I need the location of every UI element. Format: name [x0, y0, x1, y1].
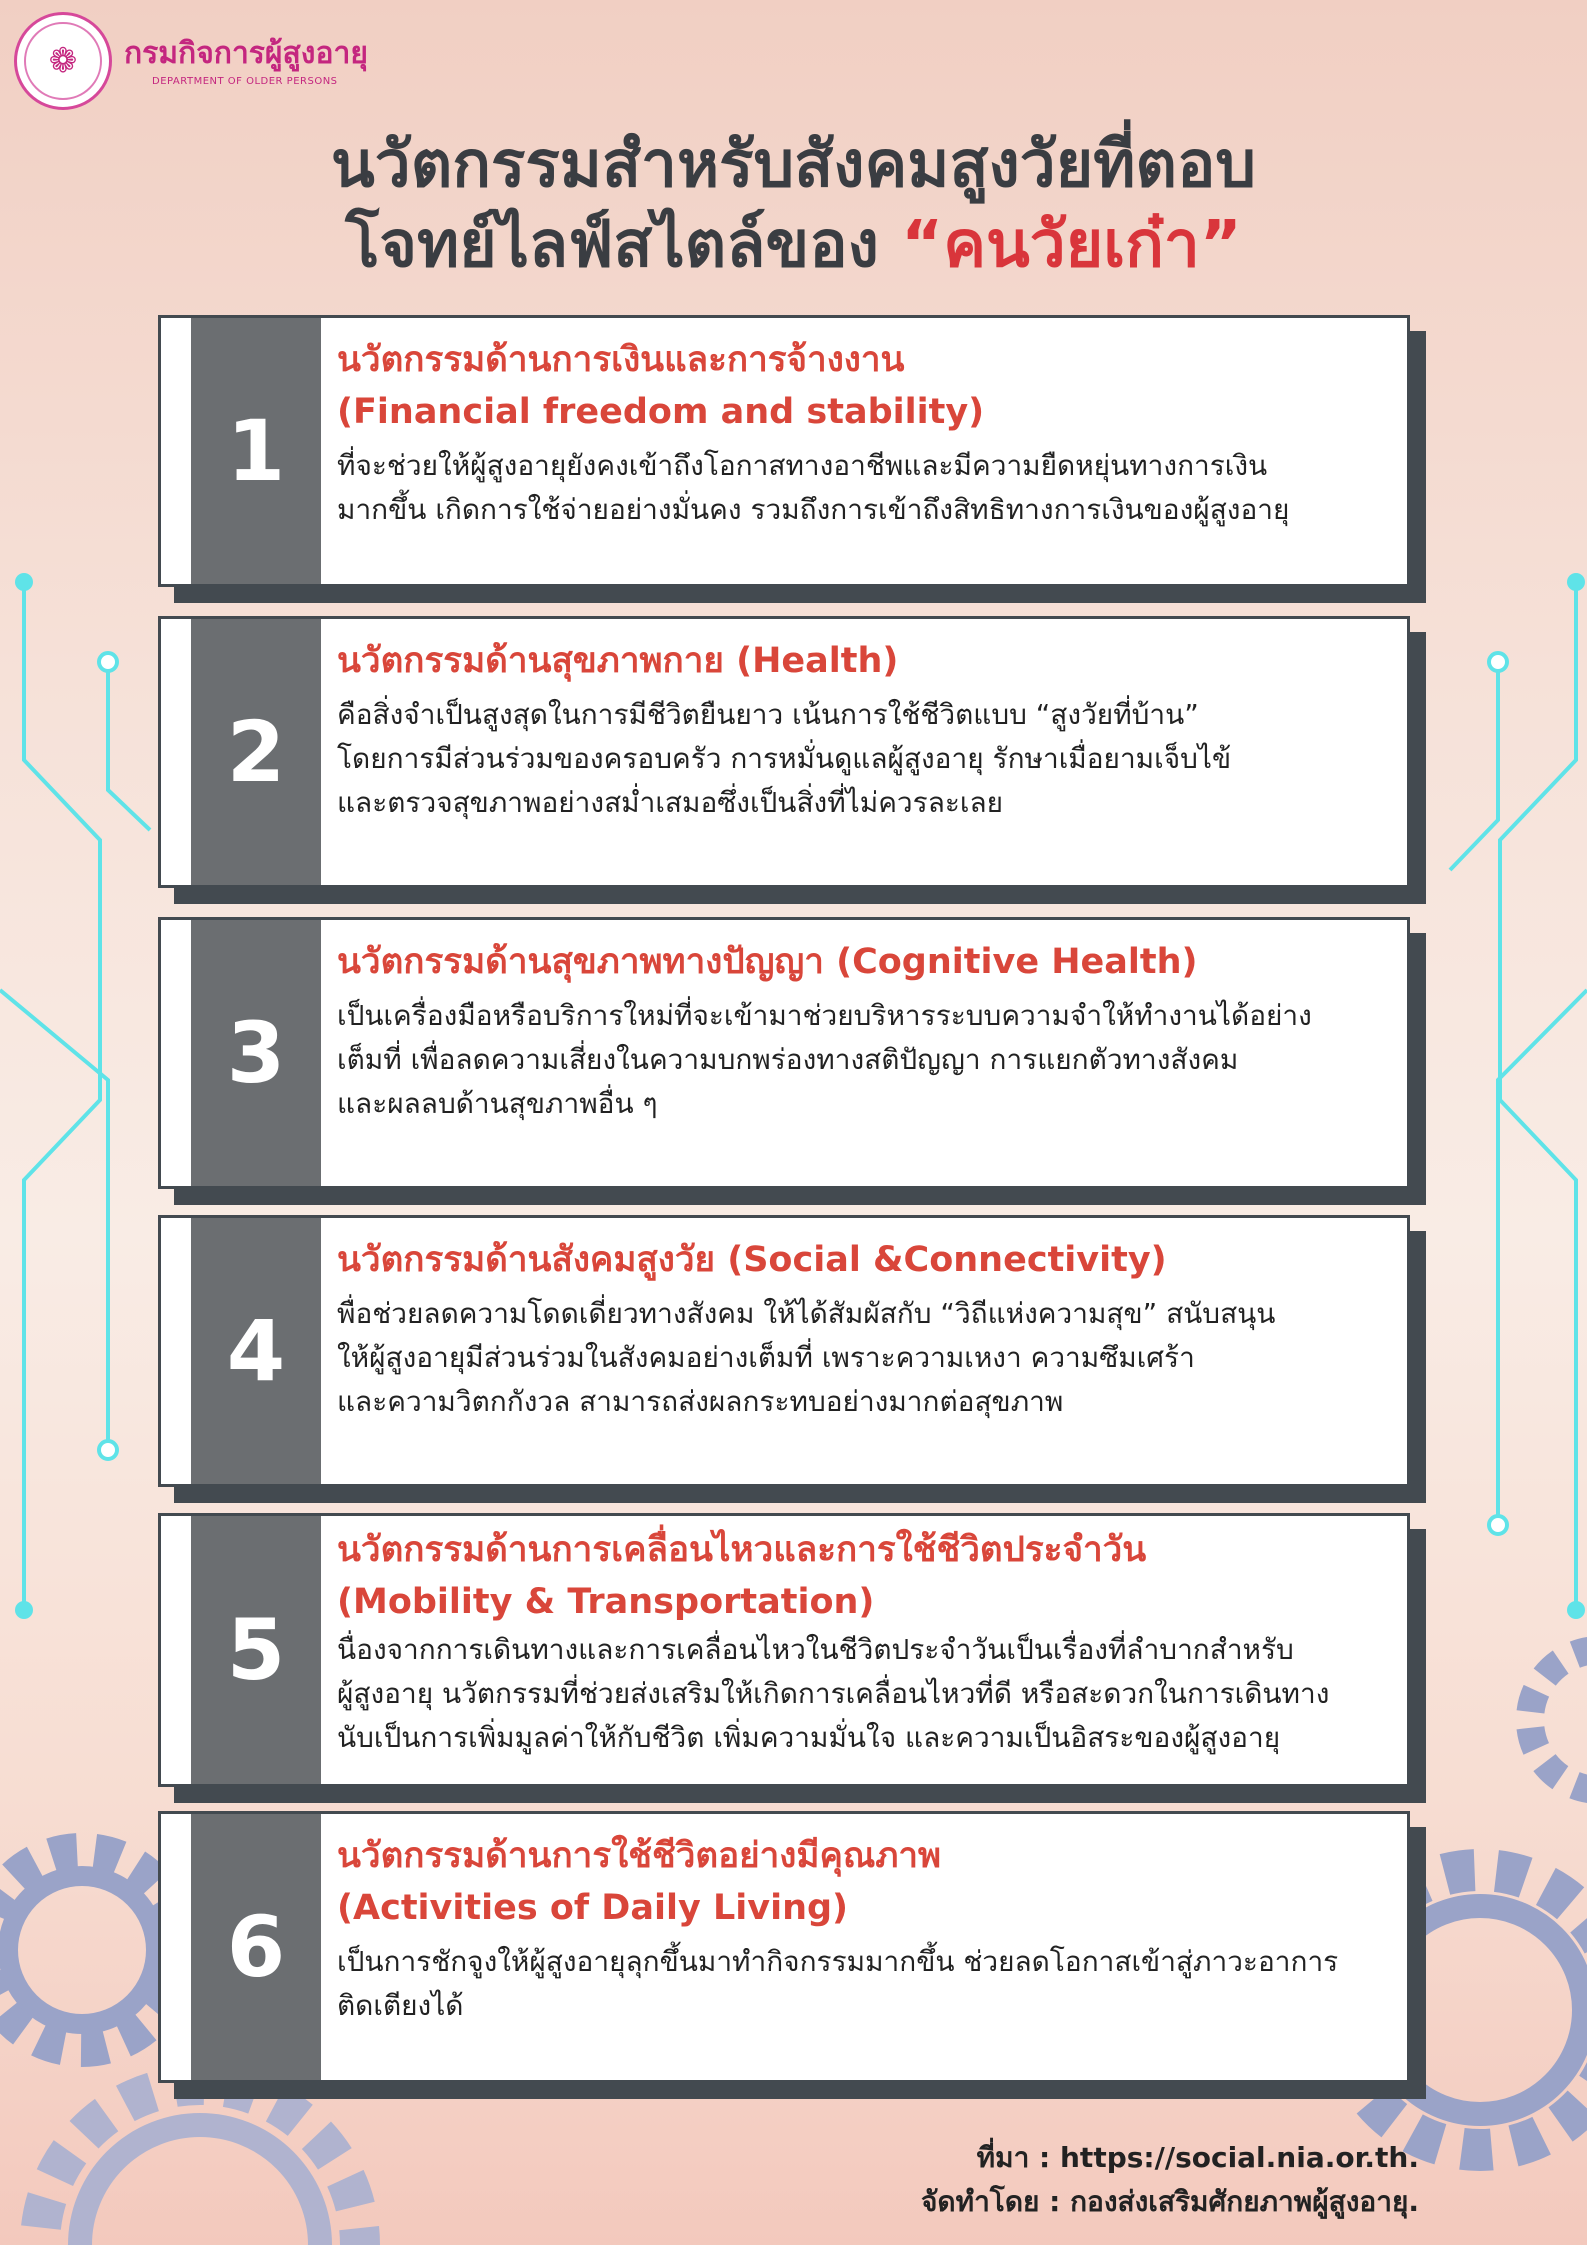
card-title: นวัตกรรมด้านสุขภาพกาย (Health): [337, 641, 899, 681]
card-number: 3: [191, 920, 321, 1186]
card-content: [337, 1830, 1393, 2028]
desc-line: เป็นเครื่องมือหรือบริการใหม่ที่จะเข้ามาช่วยบริหารระบบความจำให้ทำงานได้อย่าง: [337, 999, 1312, 1032]
innovation-card-4: [158, 1215, 1410, 1487]
innovation-card-3: [158, 917, 1410, 1189]
card-number: 4: [191, 1218, 321, 1484]
card-number: 6: [191, 1814, 321, 2080]
desc-line: ให้ผู้สูงอายุมีส่วนร่วมในสังคมอย่างเต็มที่ เพราะความเหงา ความซึมเศร้า: [337, 1341, 1195, 1374]
card-description: [337, 1292, 1393, 1424]
card-description: [337, 1940, 1393, 2028]
desc-line: พื่อช่วยลดความโดดเดี่ยวทางสังคม ให้ได้สัมผัสกับ “วิถีแห่งความสุข” สนับสนุน: [337, 1297, 1276, 1330]
circuit-lines-left: [0, 582, 150, 1610]
logo-emblem-icon: ❁: [24, 22, 102, 100]
gear-bottom-left-icon: [40, 2085, 360, 2245]
desc-line: และผลลบด้านสุขภาพอื่น ๆ: [337, 1087, 658, 1120]
desc-line: เป็นการชักจูงให้ผู้สูงอายุลุกขึ้นมาทำกิจกรรมมากขึ้น ช่วยลดโอกาสเข้าสู่ภาวะอาการ: [337, 1945, 1339, 1978]
card-description: [337, 994, 1393, 1126]
card-number: 5: [191, 1516, 321, 1784]
desc-line: และความวิตกกังวล สามารถส่งผลกระทบอย่างมากต่อสุขภาพ: [337, 1385, 1064, 1418]
card-description: [337, 693, 1393, 825]
card-title: นวัตกรรมด้านสุขภาพทางปัญญา (Cognitive Health): [337, 942, 1198, 982]
card-subtitle: (Activities of Daily Living): [337, 1888, 849, 1928]
card-subtitle: (Mobility & Transportation): [337, 1582, 875, 1622]
desc-line: มากขึ้น เกิดการใช้จ่ายอย่างมั่นคง รวมถึงการเข้าถึงสิทธิทางการเงินของผู้สูงอายุ: [337, 493, 1290, 526]
gear-top-right-icon: [1530, 1650, 1587, 1790]
desc-line: นื่องจากการเดินทางและการเคลื่อนไหวในชีวิตประจำวันเป็นเรื่องที่ลำบากสำหรับ: [337, 1633, 1294, 1666]
card-title: นวัตกรรมด้านการเงินและการจ้างงาน: [337, 340, 905, 380]
card-number: 1: [191, 318, 321, 584]
desc-line: นับเป็นการเพิ่มมูลค่าให้กับชีวิต เพิ่มความมั่นใจ และความเป็นอิสระของผู้สูงอายุ: [337, 1721, 1281, 1754]
card-number: 2: [191, 619, 321, 885]
card-description: [337, 1628, 1393, 1760]
org-name-thai: กรมกิจการผู้สูงอายุ: [124, 36, 368, 71]
card-content: [337, 635, 1393, 825]
department-logo: [14, 12, 112, 110]
desc-line: ที่จะช่วยให้ผู้สูงอายุยังคงเข้าถึงโอกาสทางอาชีพและมีความยืดหยุ่นทางการเงิน: [337, 449, 1268, 482]
desc-line: เต็มที่ เพื่อลดความเสี่ยงในความบกพร่องทางสติปัญญา การแยกตัวทางสังคม: [337, 1043, 1239, 1076]
desc-line: ผู้สูงอายุ นวัตกรรมที่ช่วยส่งเสริมให้เกิดการเคลื่อนไหวที่ดี หรือสะดวกในการเดินทาง: [337, 1677, 1330, 1710]
card-subtitle: (Financial freedom and stability): [337, 392, 985, 432]
card-content: [337, 334, 1393, 532]
org-name-english: DEPARTMENT OF OLDER PERSONS: [152, 76, 338, 87]
prepared-by-credit: จัดทำโดย : กองส่งเสริมศักยภาพผู้สูงอายุ.: [921, 2185, 1419, 2218]
card-title: นวัตกรรมด้านการเคลื่อนไหวและการใช้ชีวิตประจำวัน: [337, 1530, 1147, 1570]
card-content: [337, 1524, 1393, 1760]
desc-line: และตรวจสุขภาพอย่างสม่ำเสมอซึ่งเป็นสิ่งที่ไม่ควรละเลย: [337, 786, 1004, 819]
title-prefix: โจทย์ไลฟ์สไตล์ของ: [345, 208, 902, 282]
card-title: นวัตกรรมด้านสังคมสูงวัย (Social &Connectivity): [337, 1240, 1167, 1280]
innovation-card-6: [158, 1811, 1410, 2083]
card-description: [337, 444, 1393, 532]
page-title-line-1: นวัตกรรมสำหรับสังคมสูงวัยที่ตอบ: [331, 128, 1256, 202]
gear-left-icon: [0, 1850, 182, 2050]
title-highlight: “คนวัยเก๋า”: [901, 208, 1242, 282]
innovation-card-2: [158, 616, 1410, 888]
card-content: [337, 1234, 1393, 1424]
innovation-card-5: [158, 1513, 1410, 1787]
card-title: นวัตกรรมด้านการใช้ชีวิตอย่างมีคุณภาพ: [337, 1836, 942, 1876]
source-credit: ที่มา : https://social.nia.or.th.: [976, 2141, 1419, 2174]
page-title-line-2: [0, 202, 1587, 288]
circuit-lines-right: [1450, 582, 1587, 1610]
innovation-card-1: [158, 315, 1410, 587]
card-content: [337, 936, 1393, 1126]
desc-line: คือสิ่งจำเป็นสูงสุดในการมีชีวิตยืนยาว เน้นการใช้ชีวิตแบบ “สูงวัยที่บ้าน”: [337, 698, 1199, 731]
desc-line: ติดเตียงได้: [337, 1989, 464, 2022]
desc-line: โดยการมีส่วนร่วมของครอบครัว การหมั่นดูแลผู้สูงอายุ รักษาเมื่อยามเจ็บไข้: [337, 742, 1232, 775]
